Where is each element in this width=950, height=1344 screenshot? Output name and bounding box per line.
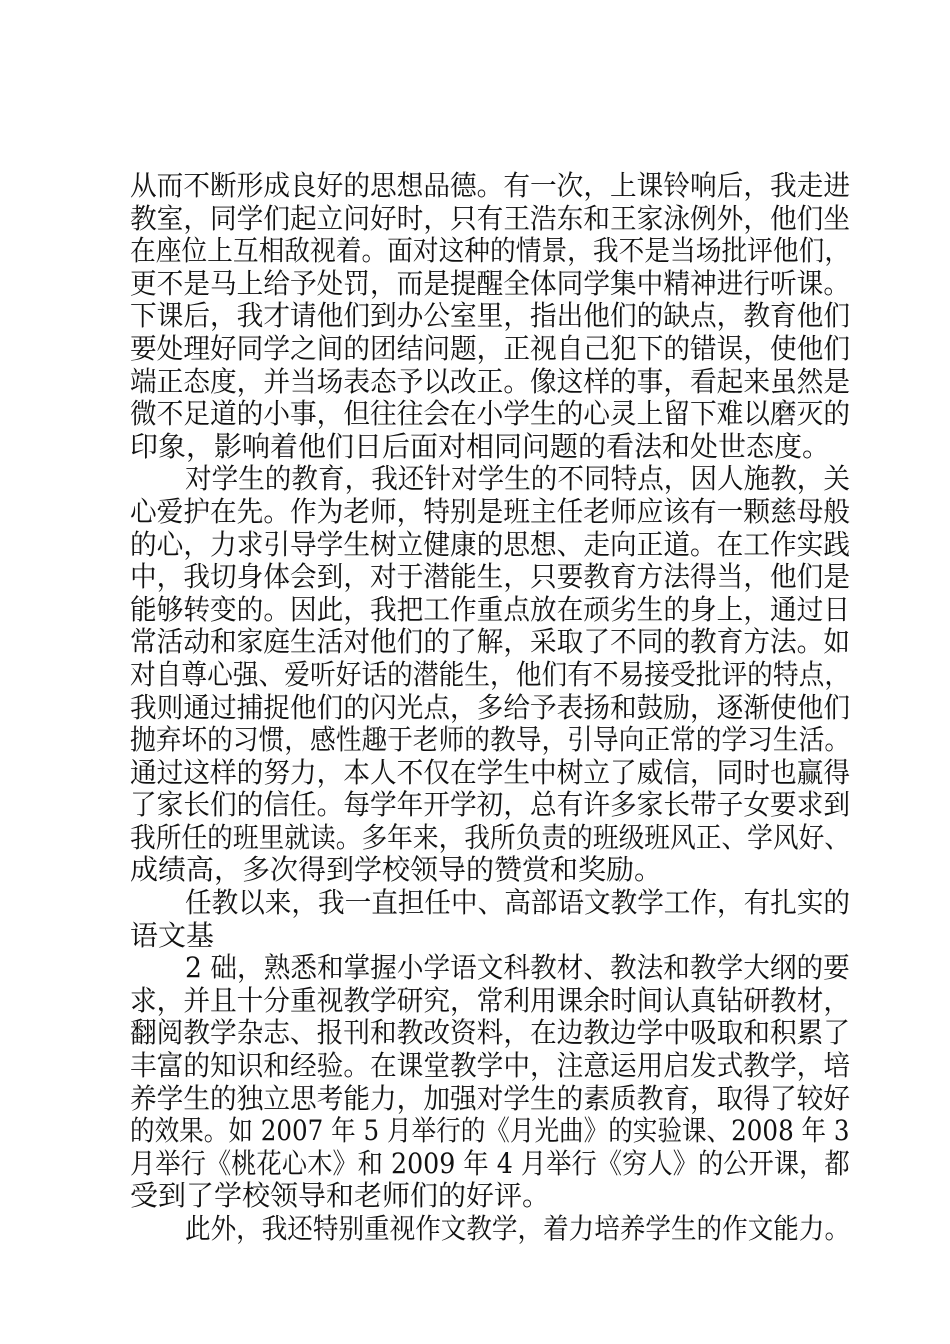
- text-line: 丰富的知识和经验。在课堂教学中，注意运用启发式教学，培: [130, 1049, 851, 1083]
- paragraph-first-line: 此外，我还特别重视作文教学，着力培养学生的作文能力。: [185, 1212, 851, 1245]
- text-line: 月举行《桃花心木》和 2009 年 4 月举行《穷人》的公开课，都: [130, 1146, 850, 1180]
- text-line: 下课后，我才请他们到办公室里，指出他们的缺点，教育他们: [130, 299, 851, 333]
- text-line: 养学生的独立思考能力，加强对学生的素质教育，取得了较好: [130, 1081, 851, 1115]
- text-line: 语文基: [130, 918, 215, 952]
- text-line: 成绩高，多次得到学校领导的赞赏和奖励。: [130, 853, 663, 887]
- text-line: 通过这样的努力，本人不仅在学生中树立了威信，同时也赢得: [130, 755, 851, 789]
- text-line: 我所任的班里就读。多年来，我所负责的班级班风正、学风好、: [130, 820, 851, 854]
- text-line: 的效果。如 2007 年 5 月举行的《月光曲》的实验课、2008 年 3: [130, 1114, 850, 1148]
- text-line: 的心，力求引导学生树立健康的思想、走向正道。在工作实践: [130, 527, 851, 561]
- document-body: [130, 170, 850, 1246]
- text-line: 受到了学校领导和老师们的好评。: [130, 1179, 551, 1213]
- paragraph-first-line: 任教以来，我一直担任中、高部语文教学工作，有扎实的: [185, 886, 851, 920]
- text-line: 更不是马上给予处罚，而是提醒全体同学集中精神进行听课。: [130, 266, 851, 300]
- text-line: 求，并且十分重视教学研究，常利用课余时间认真钻研教材，: [130, 983, 851, 1017]
- text-line: 端正态度，并当场表态予以改正。像这样的事，看起来虽然是: [130, 364, 851, 398]
- text-line: 了家长们的信任。每学年开学初，总有许多家长带子女要求到: [130, 788, 851, 822]
- text-line: 翻阅教学杂志、报刊和教改资料，在边教边学中吸取和积累了: [130, 1016, 851, 1050]
- text-line: 心爱护在先。作为老师，特别是班主任老师应该有一颗慈母般: [130, 494, 851, 528]
- text-line: 对自尊心强、爱听好话的潜能生，他们有不易接受批评的特点，: [130, 657, 851, 691]
- text-line: 抛弃坏的习惯，感性趣于老师的教导，引导向正常的学习生活。: [130, 723, 851, 757]
- text-line: 要处理好同学之间的团结问题，正视自己犯下的错误，使他们: [130, 331, 851, 365]
- text-line: 在座位上互相敌视着。面对这种的情景，我不是当场批评他们，: [130, 234, 851, 268]
- text-line: 常活动和家庭生活对他们的了解，采取了不同的教育方法。如: [130, 625, 851, 659]
- text-line: 从而不断形成良好的思想品德。有一次，上课铃响后，我走进: [130, 169, 851, 202]
- text-line: 能够转变的。因此，我把工作重点放在顽劣生的身上，通过日: [130, 592, 851, 626]
- text-line: 我则通过捕捉他们的闪光点，多给予表扬和鼓励，逐渐使他们: [130, 690, 851, 724]
- text-line: 印象，影响着他们日后面对相同问题的看法和处世态度。: [130, 429, 831, 463]
- text-line: 微不足道的小事，但往往会在小学生的心灵上留下难以磨灭的: [130, 397, 851, 431]
- text-line: 中，我切身体会到，对于潜能生，只要教育方法得当，他们是: [130, 560, 851, 594]
- paragraph-first-line: 2 础，熟悉和掌握小学语文科教材、教法和教学大纲的要: [185, 951, 850, 985]
- paragraph-first-line: 对学生的教育，我还针对学生的不同特点，因人施教，关: [185, 462, 851, 496]
- text-line: 教室，同学们起立问好时，只有王浩东和王家泳例外，他们坐: [130, 201, 851, 235]
